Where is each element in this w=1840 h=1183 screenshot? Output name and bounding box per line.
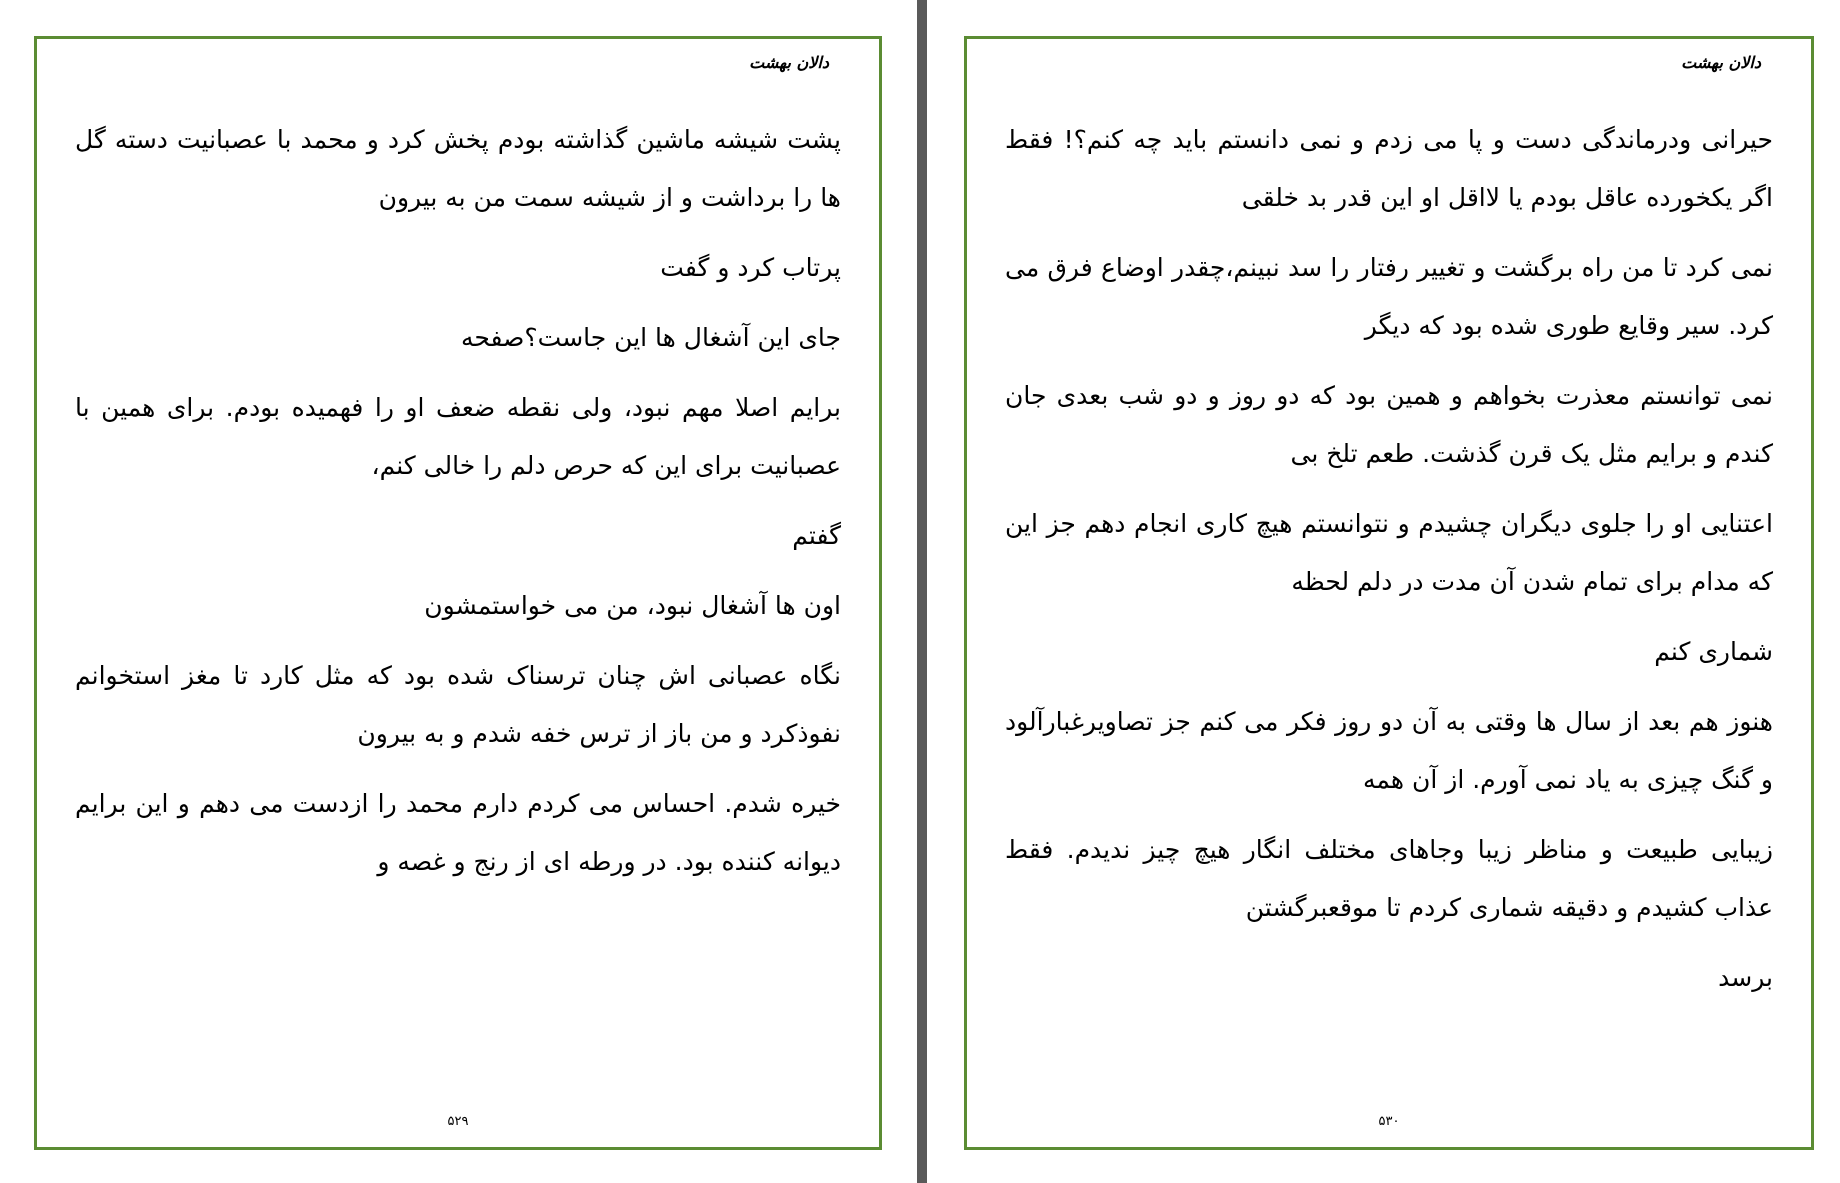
paragraph: نمی توانستم معذرت بخواهم و همین بود که دو روز و دو شب بعدی جان کندم و برایم مثل یک قرن گذشت. طعم تلخ بی [1005,381,1773,468]
paragraph: نگاه عصبانی اش چنان ترسناک شده بود که مثل کارد تا مغز استخوانم نفوذکرد و من باز از ترس خفه شدم و به بیرون [75,661,841,748]
paragraph: نمی کرد تا من راه برگشت و تغییر رفتار را سد نبینم،چقدر اوضاع فرق می کرد. سیر وقایع طوری شده بود که دیگر [1005,253,1773,340]
body-text [1005,111,1773,1019]
paragraph: حیرانی ودرماندگی دست و پا می زدم و نمی دانستم باید چه کنم؟! فقط اگر یکخورده عاقل بودم یا لااقل او این قدر بد خلقی [1005,125,1773,212]
paragraph: برسد [1718,963,1773,992]
paragraph: شماری کنم [1654,637,1773,666]
page-right [964,36,1814,1150]
paragraph: پرتاب کرد و گفت [660,253,841,282]
paragraph: جای این آشغال ها این جاست؟صفحه [460,323,841,352]
paragraph: اعتنایی او را جلوی دیگران چشیدم و نتوانستم هیچ کاری انجام دهم جز این که مدام برای تمام شدن آن مدت در دلم لحظه [1005,509,1773,596]
page-number: ۵۳۰ [1378,1114,1400,1129]
running-head: دالان بهشت [749,53,829,72]
paragraph: برایم اصلا مهم نبود، ولی نقطه ضعف او را فهمیده بودم. برای همین با عصبانیت برای این که حرص دلم را خالی کنم، [75,393,841,480]
book-gutter [917,0,927,1183]
paragraph: زیبایی طبیعت و مناظر زیبا وجاهای مختلف انگار هیچ چیز ندیدم. فقط عذاب کشیدم و دقیقه شماری کردم تا موقعبرگشتن [1005,835,1773,922]
paragraph: هنوز هم بعد از سال ها وقتی به آن دو روز فکر می کنم جز تصاویرغبارآلود و گنگ چیزی به یاد نمی آورم. از آن همه [1005,707,1773,794]
running-head: دالان بهشت [1681,53,1761,72]
paragraph: اون ها آشغال نبود، من می خواستمشون [424,591,841,620]
page-number: ۵۲۹ [447,1114,469,1129]
paragraph: گفتم [792,521,841,550]
body-text [75,111,841,903]
page-left [34,36,882,1150]
paragraph: پشت شیشه ماشین گذاشته بودم پخش کرد و محمد با عصبانیت دسته گل ها را برداشت و از شیشه سمت من به بیرون [75,125,841,212]
paragraph: خیره شدم. احساس می کردم دارم محمد را ازدست می دهم و این برایم دیوانه کننده بود. در ورطه ای از رنج و غصه و [75,789,841,876]
